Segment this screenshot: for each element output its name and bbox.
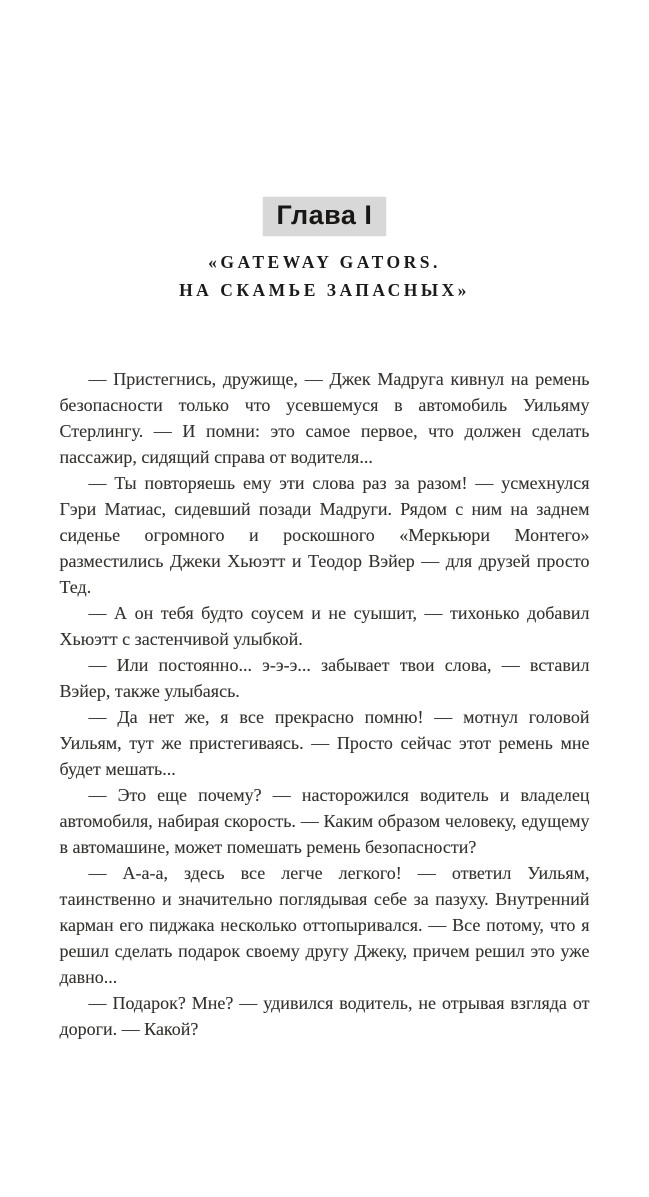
paragraph: — А он тебя будто соусем и не суышит, — тихонько добавил Хьюэтт с застенчивой улыбкой. <box>59 603 590 649</box>
chapter-subtitle-line2: НА СКАМЬЕ ЗАПАСНЫХ» <box>179 280 470 300</box>
paragraph: — Или постоянно... э-э-э... забывает твои слова, — вставил Вэйер, также улыбаясь. <box>59 655 590 701</box>
paragraph: — А-а-а, здесь все легче легкого! — ответил Уильям, таинственно и значительно поглядывая себе за пазуху. Внутренний карман его пиджака несколько оттопыривался. — Все потому, что я решил сделать подарок своему другу Джеку, причем решил это уже давно... <box>59 863 590 987</box>
chapter-subtitle-line1: «GATEWAY GATORS. <box>208 252 441 272</box>
chapter-heading: Глава I <box>276 200 373 230</box>
chapter-subtitle <box>0 248 649 304</box>
book-page <box>0 197 649 1197</box>
chapter-heading-box <box>263 197 387 236</box>
paragraph: — Это еще почему? — насторожился водитель и владелец автомобиля, набирая скорость. — Каким образом человеку, едущему в автомашине, может помешать ремень безопасности? <box>59 785 590 857</box>
paragraph: — Ты повторяешь ему эти слова раз за разом! — усмехнулся Гэри Матиас, сидевший позади Мадруги. Рядом с ним на заднем сиденье огромного и роскошного «Меркьюри Монтего» разместились Джеки Хьюэтт и Теодор Вэйер — для друзей просто Тед. <box>59 473 590 597</box>
paragraph: — Пристегнись, дружище, — Джек Мадруга кивнул на ремень безопасности только что усевшемуся в автомобиль Уильяму Стерлингу. — И помни: это самое первое, что должен сделать пассажир, сидящий справа от водителя... <box>59 369 590 467</box>
body-text <box>60 366 590 1042</box>
paragraph: — Подарок? Мне? — удивился водитель, не отрывая взгляда от дороги. — Какой? <box>59 993 590 1039</box>
paragraph: — Да нет же, я все прекрасно помню! — мотнул головой Уильям, тут же пристегиваясь. — Просто сейчас этот ремень мне будет мешать... <box>59 707 590 779</box>
